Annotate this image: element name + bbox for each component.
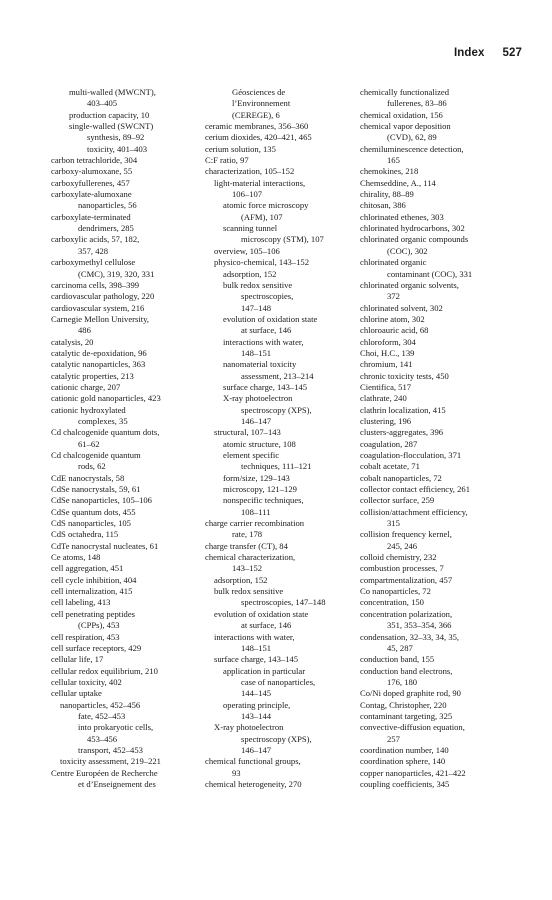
index-entry: chlorinated hydrocarbons, 302 (360, 223, 465, 234)
index-entry: fullerenes, 83–86 (387, 98, 447, 109)
index-entry: nonspecific techniques, (223, 495, 304, 506)
index-entry: adsorption, 152 (214, 574, 268, 585)
index-entry: Cientifica, 517 (360, 381, 412, 392)
index-entry: conduction band electrons, (360, 665, 453, 676)
index-entry: surface charge, 143–145 (223, 381, 308, 392)
index-entry: physico-chemical, 143–152 (214, 257, 309, 268)
index-entry: 144–145 (241, 688, 272, 699)
index-entry: complexes, 35 (78, 415, 128, 426)
index-entry: catalysis, 20 (51, 336, 94, 347)
index-entry: chemically functionalized (360, 87, 450, 97)
index-entry: carbon tetrachloride, 304 (51, 155, 138, 166)
index-entry: cell labeling, 413 (51, 597, 111, 608)
index-entry: et d’Enseignement des (78, 778, 156, 789)
index-entry: Co nanoparticles, 72 (360, 586, 431, 597)
index-entry: chemical vapor deposition (360, 121, 451, 132)
index-entry: 315 (387, 518, 400, 529)
index-entry: CdS nanoparticles, 105 (51, 518, 131, 529)
index-entry: structural, 107–143 (214, 427, 281, 438)
index-entry: C:F ratio, 97 (205, 155, 249, 166)
index-entry: cardiovascular system, 216 (51, 302, 145, 313)
index-entry: CdSe nanoparticles, 105–106 (51, 495, 152, 506)
index-column-1 (51, 87, 161, 790)
index-entry: Cd chalcogenide quantum dots, (51, 427, 160, 438)
index-entry: collector contact efficiency, 261 (360, 484, 470, 495)
index-entry: carboxymethyl cellulose (51, 257, 136, 268)
index-entry: conduction band, 155 (360, 654, 435, 665)
index-entry: cell aggregation, 451 (51, 563, 124, 574)
index-entry: coagulation-flocculation, 371 (360, 450, 462, 460)
index-entry: 146–147 (241, 415, 272, 426)
index-entry: l’Environnement (232, 98, 291, 109)
index-entry: chemical oxidation, 156 (360, 109, 443, 120)
index-entry: chemical functional groups, (205, 756, 301, 767)
index-entry: interactions with water, (214, 631, 295, 642)
index-entry: at surface, 146 (241, 620, 292, 631)
index-entry: (CVD), 62, 89 (387, 132, 437, 143)
index-entry: surface charge, 143–145 (214, 654, 299, 665)
index-entry: (AFM), 107 (241, 211, 283, 222)
index-entry: chronic toxicity tests, 450 (360, 370, 449, 381)
index-entry: 148–151 (241, 642, 272, 653)
index-entry: bulk redox sensitive (223, 279, 293, 290)
index-entry: Chemseddine, A., 114 (360, 177, 436, 188)
index-entry: carboxylic acids, 57, 182, (51, 234, 140, 245)
index-entry: cellular redox equilibrium, 210 (51, 665, 158, 676)
index-entry: coupling coefficients, 345 (360, 778, 450, 789)
index-entry: 403–405 (87, 98, 118, 109)
index-entry: cell surface receptors, 429 (51, 642, 142, 653)
index-entry: application in particular (223, 665, 306, 676)
index-entry: toxicity assessment, 219–221 (60, 756, 161, 767)
index-entry: cobalt nanoparticles, 72 (360, 472, 442, 483)
index-entry: cationic charge, 207 (51, 381, 121, 392)
index-entry: chemiluminescence detection, (360, 143, 464, 154)
index-entry: chlorinated solvent, 302 (360, 302, 443, 313)
index-entry: evolution of oxidation state (214, 608, 309, 619)
index-entry: light-material interactions, (214, 177, 306, 188)
index-entry: catalytic properties, 213 (51, 370, 134, 381)
index-entry: clathrate, 240 (360, 393, 407, 404)
index-entry: Contag, Christopher, 220 (360, 699, 447, 710)
index-entry: chloroauric acid, 68 (360, 325, 429, 336)
index-entry: 453–456 (87, 733, 118, 744)
index-column-3 (360, 87, 472, 790)
index-entry: 245, 246 (387, 540, 418, 551)
index-entry: (CPPs), 453 (78, 620, 120, 631)
index-entry: operating principle, (223, 699, 291, 710)
index-entry: form/size, 129–143 (223, 472, 290, 483)
index-entry: chlorinated organic compounds (360, 234, 469, 245)
index-entry: 45, 287 (387, 642, 413, 653)
index-entry: cobalt acetate, 71 (360, 461, 420, 472)
index-entry: spectroscopy (XPS), (241, 404, 312, 415)
index-entry: 165 (387, 155, 400, 166)
index-entry: convective-diffusion equation, (360, 722, 465, 733)
index-entry: element specific (223, 450, 280, 460)
index-entry: coordination sphere, 140 (360, 756, 446, 767)
index-entry: production capacity, 10 (69, 109, 150, 120)
index-entry: catalytic de-epoxidation, 96 (51, 347, 147, 358)
index-entry: spectroscopies, (241, 291, 294, 302)
index-entry: case of nanoparticles, (241, 676, 316, 687)
index-entry: toxicity, 401–403 (87, 143, 148, 154)
index-entry: synthesis, 89–92 (87, 132, 145, 143)
index-entry: catalytic nanoparticles, 363 (51, 359, 146, 370)
index-entry: (CEREGE), 6 (232, 109, 280, 120)
index-entry: clathrin localization, 415 (360, 404, 446, 415)
index-entry: chemical characterization, (205, 552, 296, 563)
index-entry: 257 (387, 733, 400, 744)
index-entry: cellular toxicity, 402 (51, 676, 122, 687)
index-entry: chlorinated ethenes, 303 (360, 211, 444, 222)
index-entry: rate, 178 (232, 529, 263, 540)
index-entry: cell respiration, 453 (51, 631, 120, 642)
index-entry: condensation, 32–33, 34, 35, (360, 631, 460, 642)
index-entry: 147–148 (241, 302, 272, 313)
index-entry: collector surface, 259 (360, 495, 435, 506)
index-entry: techniques, 111–121 (241, 461, 312, 472)
index-entry: copper nanoparticles, 421–422 (360, 767, 466, 778)
page-number: 527 (502, 47, 522, 59)
index-entry: contaminant targeting, 325 (360, 710, 453, 721)
index-entry: Ce atoms, 148 (51, 552, 101, 563)
index-entry: 176, 180 (387, 676, 418, 687)
index-entry: chitosan, 386 (360, 200, 406, 211)
index-entry: Choi, H.C., 139 (360, 347, 415, 358)
index-entry: coagulation, 287 (360, 438, 418, 449)
index-entry: 148–151 (241, 347, 272, 358)
index-entry: cationic hydroxylated (51, 404, 126, 415)
index-entry: 106–107 (232, 189, 263, 200)
index-entry: nanomaterial toxicity (223, 359, 297, 370)
index-entry: charge carrier recombination (205, 518, 305, 529)
index-entry: (COC), 302 (387, 245, 428, 256)
index-entry: Carnegie Mellon University, (51, 313, 150, 324)
index-entry: colloid chemistry, 232 (360, 552, 437, 563)
index-entry: 61–62 (78, 438, 100, 449)
index-entry: multi-walled (MWCNT), (69, 87, 156, 97)
index-entry: spectroscopy (XPS), (241, 733, 312, 744)
index-entry: chlorine atom, 302 (360, 313, 425, 324)
index-entry: ceramic membranes, 356–360 (205, 121, 309, 132)
index-entry: chirality, 88–89 (360, 189, 414, 200)
index-entry: single-walled (SWCNT) (69, 121, 154, 132)
index-entry: chemokines, 218 (360, 166, 419, 177)
index-entry: chromium, 141 (360, 359, 413, 370)
index-entry: 357, 428 (78, 245, 109, 256)
section-title: Index (453, 47, 485, 59)
index-entry: compartmentalization, 457 (360, 574, 453, 585)
index-entry: 351, 353–354, 366 (387, 620, 452, 631)
index-entry: characterization, 105–152 (205, 166, 295, 177)
index-entry: cardiovascular pathology, 220 (51, 291, 155, 302)
index-entry: CdE nanocrystals, 58 (51, 472, 125, 483)
index-entry: atomic force microscopy (223, 200, 309, 211)
index-entry: contaminant (COC), 331 (387, 268, 473, 279)
index-entry: Cd chalcogenide quantum (51, 450, 141, 460)
index-entry: overview, 105–106 (214, 245, 280, 256)
index-entry: nanoparticles, 56 (78, 200, 137, 211)
index-entry: at surface, 146 (241, 325, 292, 336)
index-entry: carboxy-alumoxane, 55 (51, 166, 133, 177)
index-entry: Centre Européen de Recherche (51, 767, 158, 778)
index-entry: charge transfer (CT), 84 (205, 540, 288, 551)
index-entry: CdSe nanocrystals, 59, 61 (51, 484, 141, 495)
index-entry: cell internalization, 415 (51, 586, 133, 597)
index-entry: cationic gold nanoparticles, 423 (51, 393, 161, 404)
index-entry: chlorinated organic solvents, (360, 279, 459, 290)
index-entry: bulk redox sensitive (214, 586, 284, 597)
index-entry: chemical heterogeneity, 270 (205, 778, 302, 789)
index-entry: fate, 452–453 (78, 710, 126, 721)
index-entry: collision/attachment efficiency, (360, 506, 468, 517)
index-entry: clustering, 196 (360, 415, 412, 426)
index-entry: 108–111 (241, 506, 271, 517)
index-entry: X-ray photoelectron (214, 722, 284, 733)
index-entry: cellular life, 17 (51, 654, 104, 665)
index-entry: Géosciences de (232, 87, 286, 97)
index-entry: rods, 62 (78, 461, 106, 472)
index-entry: coordination number, 140 (360, 744, 449, 755)
index-entry: X-ray photoelectron (223, 393, 293, 404)
index-entry: carcinoma cells, 398–399 (51, 279, 140, 290)
index-entry: assessment, 213–214 (241, 370, 314, 381)
index-column-2 (205, 87, 326, 790)
index-entry: dendrimers, 285 (78, 223, 134, 234)
index-entry: concentration, 150 (360, 597, 424, 608)
index-entry: nanoparticles, 452–456 (60, 699, 141, 710)
index-entry: 372 (387, 291, 400, 302)
index-entry: collision frequency kernel, (360, 529, 452, 540)
index-entry: cellular uptake (51, 688, 102, 699)
index-entry: clusters-aggregates, 396 (360, 427, 444, 438)
index-entry: CdTe nanocrystal nucleates, 61 (51, 540, 159, 551)
index-entry: cerium solution, 135 (205, 143, 276, 154)
index-entry: Co/Ni doped graphite rod, 90 (360, 688, 461, 699)
index-entry: combustion processes, 7 (360, 563, 444, 574)
running-header (454, 47, 522, 59)
index-entry: spectroscopies, 147–148 (241, 597, 326, 608)
index-entry: into prokaryotic cells, (78, 722, 154, 733)
index-entry: chlorinated organic (360, 257, 427, 268)
index-entry: cell cycle inhibition, 404 (51, 574, 137, 585)
index-entry: cerium dioxides, 420–421, 465 (205, 132, 312, 143)
index-entry: CdSe quantum dots, 455 (51, 506, 136, 517)
index-entry: adsorption, 152 (223, 268, 277, 279)
index-entry: carboxylate-alumoxane (51, 189, 132, 200)
index-entry: concentration polarization, (360, 608, 453, 619)
index-entry: 143–144 (241, 710, 272, 721)
index-entry: evolution of oxidation state (223, 313, 318, 324)
index-entry: carboxyfullerenes, 457 (51, 177, 130, 188)
index-entry: 143–152 (232, 563, 263, 574)
index-entry: 486 (78, 325, 91, 336)
index-entry: cell penetrating peptides (51, 608, 135, 619)
index-entry: microscopy (STM), 107 (241, 234, 324, 245)
index-entry: (CMC), 319, 320, 331 (78, 268, 155, 279)
index-entry: CdS octahedra, 115 (51, 529, 119, 540)
index-entry: chloroform, 304 (360, 336, 416, 347)
index-entry: 93 (232, 767, 241, 778)
index-entry: carboxylate-terminated (51, 211, 131, 222)
index-entry: scanning tunnel (223, 223, 278, 234)
index-entry: interactions with water, (223, 336, 304, 347)
index-entry: atomic structure, 108 (223, 438, 296, 449)
index-entry: 146–147 (241, 744, 272, 755)
index-entry: microscopy, 121–129 (223, 484, 297, 495)
index-entry: transport, 452–453 (78, 744, 143, 755)
